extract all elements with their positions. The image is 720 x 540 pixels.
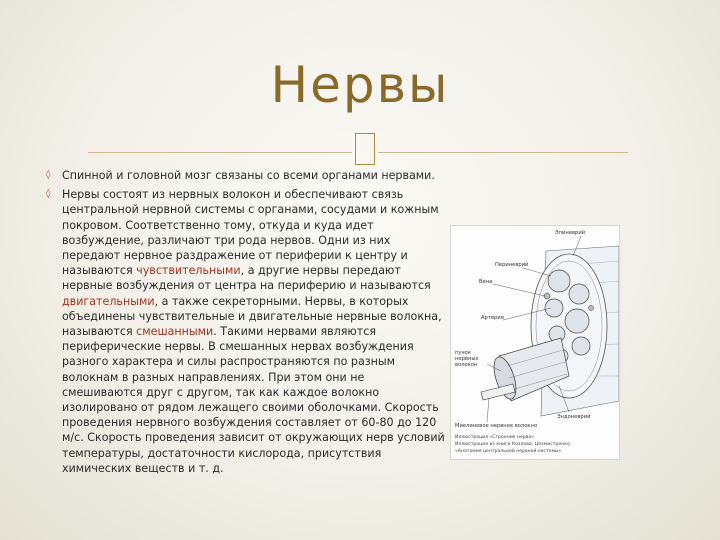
highlight-term: чувствительными — [136, 264, 241, 278]
title-divider-left — [88, 152, 352, 153]
figure-caption-line: «Анатомия центральной нервной системы» — [455, 449, 562, 454]
paragraph-text — [62, 188, 445, 475]
label-bundle-3: волокон — [455, 362, 478, 368]
nerve-structure-illustration — [450, 225, 620, 460]
label-endoneurium: Эндоневрий — [557, 414, 591, 420]
text-run: . Такими нервами являются периферические нервы. В смешанных нервах возбуждения разного характера и силы распространяются по разным волокнам в разных направлениях. При этом они не смешиваются друг с другом, так как каждое волокно изолировано от рядом лежащего своими оболочками. Скорость проведения нервного возбуждения составляет от 60-80 до 120 м/с. Скорость проведения зависит от окружающих нерв условий температуры, достаточности кислорода, присутствия химических веществ и т. д. — [62, 325, 445, 475]
paragraph-text: Спинной и головной мозг связаны со всеми органами нервами. — [62, 169, 435, 182]
highlight-term: смешанными — [136, 325, 214, 339]
text-run: Нервы состоят из нервных волокон и обеспечивают связь центральной нервной системы с органами, сосудами и кожным покровом. Соответственно тому, откуда и куда идет возбуждение, различают три рода нервов. Одни из них передают нервное раздражение от периферии к центру и называются — [62, 188, 439, 278]
nerve-drawing — [451, 226, 619, 459]
bullet-icon: ◊ — [46, 170, 51, 180]
label-artery: Артерия — [481, 315, 504, 321]
figure-caption-line: Иллюстрация из книги Козлова, Цехмистренко — [455, 442, 570, 447]
slide-title: Нервы — [270, 56, 450, 114]
label-perineurium: Периневрий — [495, 262, 529, 268]
text-run: , а также секреторными. Нервы, в которых объединены чувствительные и двигательные нервные волокна, называются — [62, 294, 442, 339]
label-epineurium: Эпиневрий — [555, 230, 586, 236]
body-text — [46, 168, 446, 480]
label-myelin-fiber: Миелиновое нервное волокно — [455, 423, 538, 429]
label-bundle-2: нервных — [455, 356, 479, 362]
label-bundle-1: пучок — [455, 350, 471, 356]
decorative-square-icon — [355, 133, 375, 165]
bullet-item — [46, 187, 446, 476]
title-divider-right — [378, 152, 628, 153]
bullet-icon: ◊ — [46, 189, 51, 200]
figure-caption-line: Иллюстрация «Строение нерва» — [455, 435, 535, 440]
highlight-term: двигательными — [62, 294, 155, 308]
text-run: , а другие нервы передают нервные возбуждения от центра на периферию и называются — [62, 264, 431, 293]
bullet-item — [46, 168, 446, 183]
label-vein: Вена — [479, 279, 493, 285]
